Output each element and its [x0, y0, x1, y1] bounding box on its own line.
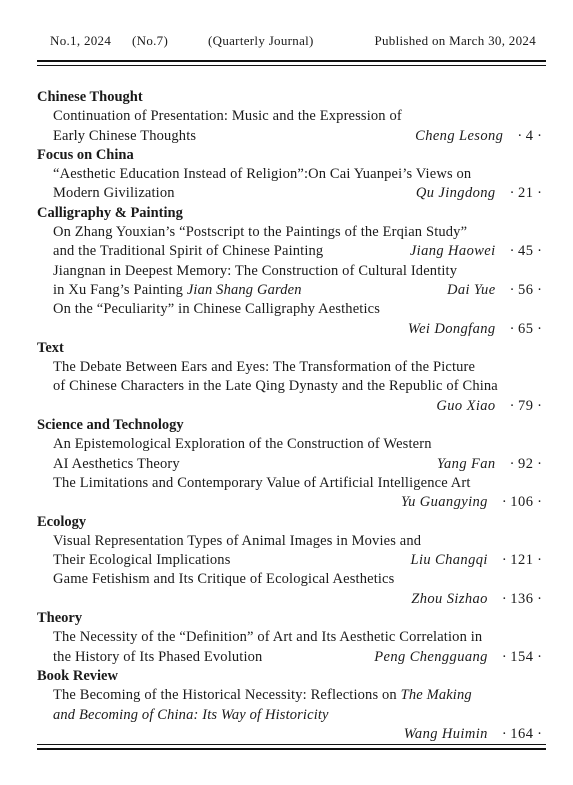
entry-title-text: Jiangnan in Deepest Memory: The Construction of Cultural Identity [53, 262, 458, 279]
entry-title-line [37, 107, 546, 126]
author-page-group [374, 648, 542, 667]
toc-section [37, 609, 546, 667]
toc-entry[interactable] [37, 300, 546, 339]
section-title: Text [37, 339, 64, 356]
toc-entry[interactable] [37, 532, 546, 571]
entry-title-line [37, 242, 546, 261]
page-number: · 121 · [501, 552, 542, 569]
page-number-value: 106 [510, 494, 534, 511]
toc-entry[interactable] [37, 223, 546, 262]
entry-title-line [37, 725, 546, 744]
journal-header [50, 33, 536, 51]
entry-title-line [37, 223, 546, 242]
author-name: Wei Dongfang [407, 320, 496, 337]
page-number: · 79 · [509, 397, 542, 414]
page-number: · 56 · [509, 281, 542, 298]
author-name: Peng Chengguang [374, 648, 488, 665]
author-name: Liu Changqi [410, 552, 488, 569]
author-page-group [437, 455, 542, 474]
toc-section [37, 204, 546, 339]
volume-number: (No.7) [132, 33, 169, 48]
page-number-value: 56 [518, 281, 534, 298]
author-page-group [436, 397, 542, 416]
toc-entry[interactable] [37, 358, 546, 416]
toc-section [37, 416, 546, 512]
toc-section [37, 667, 546, 744]
entry-title-line [37, 706, 546, 725]
entry-title-line [37, 570, 546, 589]
author-page-group [447, 281, 542, 300]
author-name: Guo Xiao [436, 397, 496, 414]
entry-title-line [37, 628, 546, 647]
author-name: Qu Jingdong [415, 185, 496, 202]
page-number-value: 79 [518, 397, 534, 414]
entry-title-line [37, 455, 546, 474]
publication-date: Published on March 30, 2024 [374, 33, 536, 48]
section-title: Ecology [37, 513, 87, 530]
author-page-group [408, 320, 542, 339]
section-title: Science and Technology [37, 417, 184, 434]
footer-divider-thick [37, 748, 546, 750]
entry-title-text: Their Ecological Implications [53, 552, 231, 569]
entry-title-line [37, 184, 546, 203]
entry-title-text: Continuation of Presentation: Music and the Expression of [53, 108, 402, 125]
toc-entry[interactable] [37, 628, 546, 667]
entry-title-text: in Xu Fang’s Painting [53, 281, 184, 298]
entry-title-line [37, 300, 546, 319]
author-page-group [410, 242, 542, 261]
page-number: · 45 · [509, 243, 542, 260]
author-name: Dai Yue [446, 281, 496, 298]
table-of-contents [37, 88, 546, 744]
journal-type: (Quarterly Journal) [208, 33, 314, 48]
page-number-value: 92 [518, 455, 534, 472]
toc-entry[interactable] [37, 107, 546, 146]
entry-title-text: “Aesthetic Education Instead of Religion”:On Cai Yuanpei’s Views on [53, 166, 472, 183]
entry-title-line [37, 358, 546, 377]
header-divider-thin [37, 65, 546, 66]
toc-entry[interactable] [37, 165, 546, 204]
section-title: Theory [37, 610, 83, 627]
section-title: Calligraphy & Painting [37, 204, 183, 221]
page-number: · 92 · [509, 455, 542, 472]
author-page-group [404, 725, 542, 744]
author-page-group [411, 590, 542, 609]
author-name: Jiang Haowei [409, 243, 496, 260]
page-number: · 106 · [501, 494, 542, 511]
toc-entry[interactable] [37, 435, 546, 474]
section-title: Book Review [37, 667, 118, 684]
section-title: Focus on China [37, 146, 134, 163]
entry-title-text: AI Aesthetics Theory [53, 455, 180, 472]
issue-number: No.1, 2024 [50, 33, 112, 48]
toc-section [37, 146, 546, 204]
author-page-group [416, 184, 542, 203]
entry-title-line [37, 397, 546, 416]
toc-entry[interactable] [37, 570, 546, 609]
toc-section [37, 339, 546, 416]
author-page-group [415, 127, 542, 146]
author-name: Yang Fan [436, 455, 496, 472]
entry-title-italic: Jian Shang Garden [186, 281, 302, 298]
entry-title-text: The Limitations and Contemporary Value of Artificial Intelligence Art [53, 474, 471, 491]
entry-title-line [37, 435, 546, 454]
author-name: Zhou Sizhao [411, 590, 488, 607]
entry-title-line [37, 532, 546, 551]
page-number-value: 154 [510, 648, 534, 665]
entry-title-text: The Necessity of the “Definition” of Art and Its Aesthetic Correlation in [53, 629, 483, 646]
entry-title-line [37, 165, 546, 184]
toc-entry[interactable] [37, 474, 546, 513]
page-number-value: 45 [518, 243, 534, 260]
page-number: · 164 · [501, 725, 542, 742]
entry-title-line [37, 493, 546, 512]
page-number: · 136 · [501, 590, 542, 607]
section-title: Chinese Thought [37, 89, 143, 105]
entry-title-text: the History of Its Phased Evolution [53, 648, 263, 665]
header-divider-thick [37, 60, 546, 62]
author-page-group [410, 551, 542, 570]
page-number-value: 65 [518, 320, 534, 337]
toc-entry[interactable] [37, 686, 546, 744]
entry-title-text: Modern Givilization [53, 185, 175, 202]
entry-title-text: On Zhang Youxian’s “Postscript to the Paintings of the Erqian Study” [53, 224, 468, 241]
entry-title-text: The Becoming of the Historical Necessity: Reflections on [53, 687, 397, 704]
page-number: · 65 · [509, 320, 542, 337]
page-number: · 4 · [517, 127, 542, 144]
page-number: · 154 · [501, 648, 542, 665]
author-name: Cheng Lesong [415, 127, 504, 144]
entry-title-line [37, 377, 546, 396]
entry-title-text: of Chinese Characters in the Late Qing Dynasty and the Republic of China [53, 378, 498, 395]
entry-title-line [37, 281, 546, 300]
page-number-value: 4 [525, 127, 534, 144]
entry-title-text: and Becoming of China: Its Way of Historicity [53, 706, 329, 723]
entry-title-line [37, 320, 546, 339]
entry-title-text: Visual Representation Types of Animal Images in Movies and [53, 532, 422, 549]
entry-title-italic: The Making [400, 687, 472, 704]
entry-title-line [37, 648, 546, 667]
author-name: Yu Guangying [400, 494, 488, 511]
entry-title-text: The Debate Between Ears and Eyes: The Transformation of the Picture [53, 359, 476, 376]
toc-section [37, 513, 546, 609]
entry-title-text: Early Chinese Thoughts [53, 127, 197, 144]
page-number-value: 136 [510, 590, 534, 607]
author-page-group [401, 493, 542, 512]
entry-title-line [37, 127, 546, 146]
entry-title-line [37, 262, 546, 281]
entry-title-line [37, 551, 546, 570]
entry-title-line [37, 686, 546, 705]
page-number-value: 121 [510, 552, 534, 569]
entry-title-line [37, 590, 546, 609]
page-number: · 21 · [509, 185, 542, 202]
entry-title-text: Game Fetishism and Its Critique of Ecological Aesthetics [53, 571, 395, 588]
author-name: Wang Huimin [403, 725, 488, 742]
page-number-value: 21 [518, 185, 534, 202]
toc-section [37, 88, 546, 146]
entry-title-text: On the “Peculiarity” in Chinese Calligraphy Aesthetics [53, 301, 381, 318]
entry-title-line [37, 474, 546, 493]
page-number-value: 164 [510, 725, 534, 742]
entry-title-text: and the Traditional Spirit of Chinese Painting [53, 243, 324, 260]
entry-title-text: An Epistemological Exploration of the Construction of Western [53, 436, 432, 453]
footer-divider-thin [37, 744, 546, 745]
toc-entry[interactable] [37, 262, 546, 301]
